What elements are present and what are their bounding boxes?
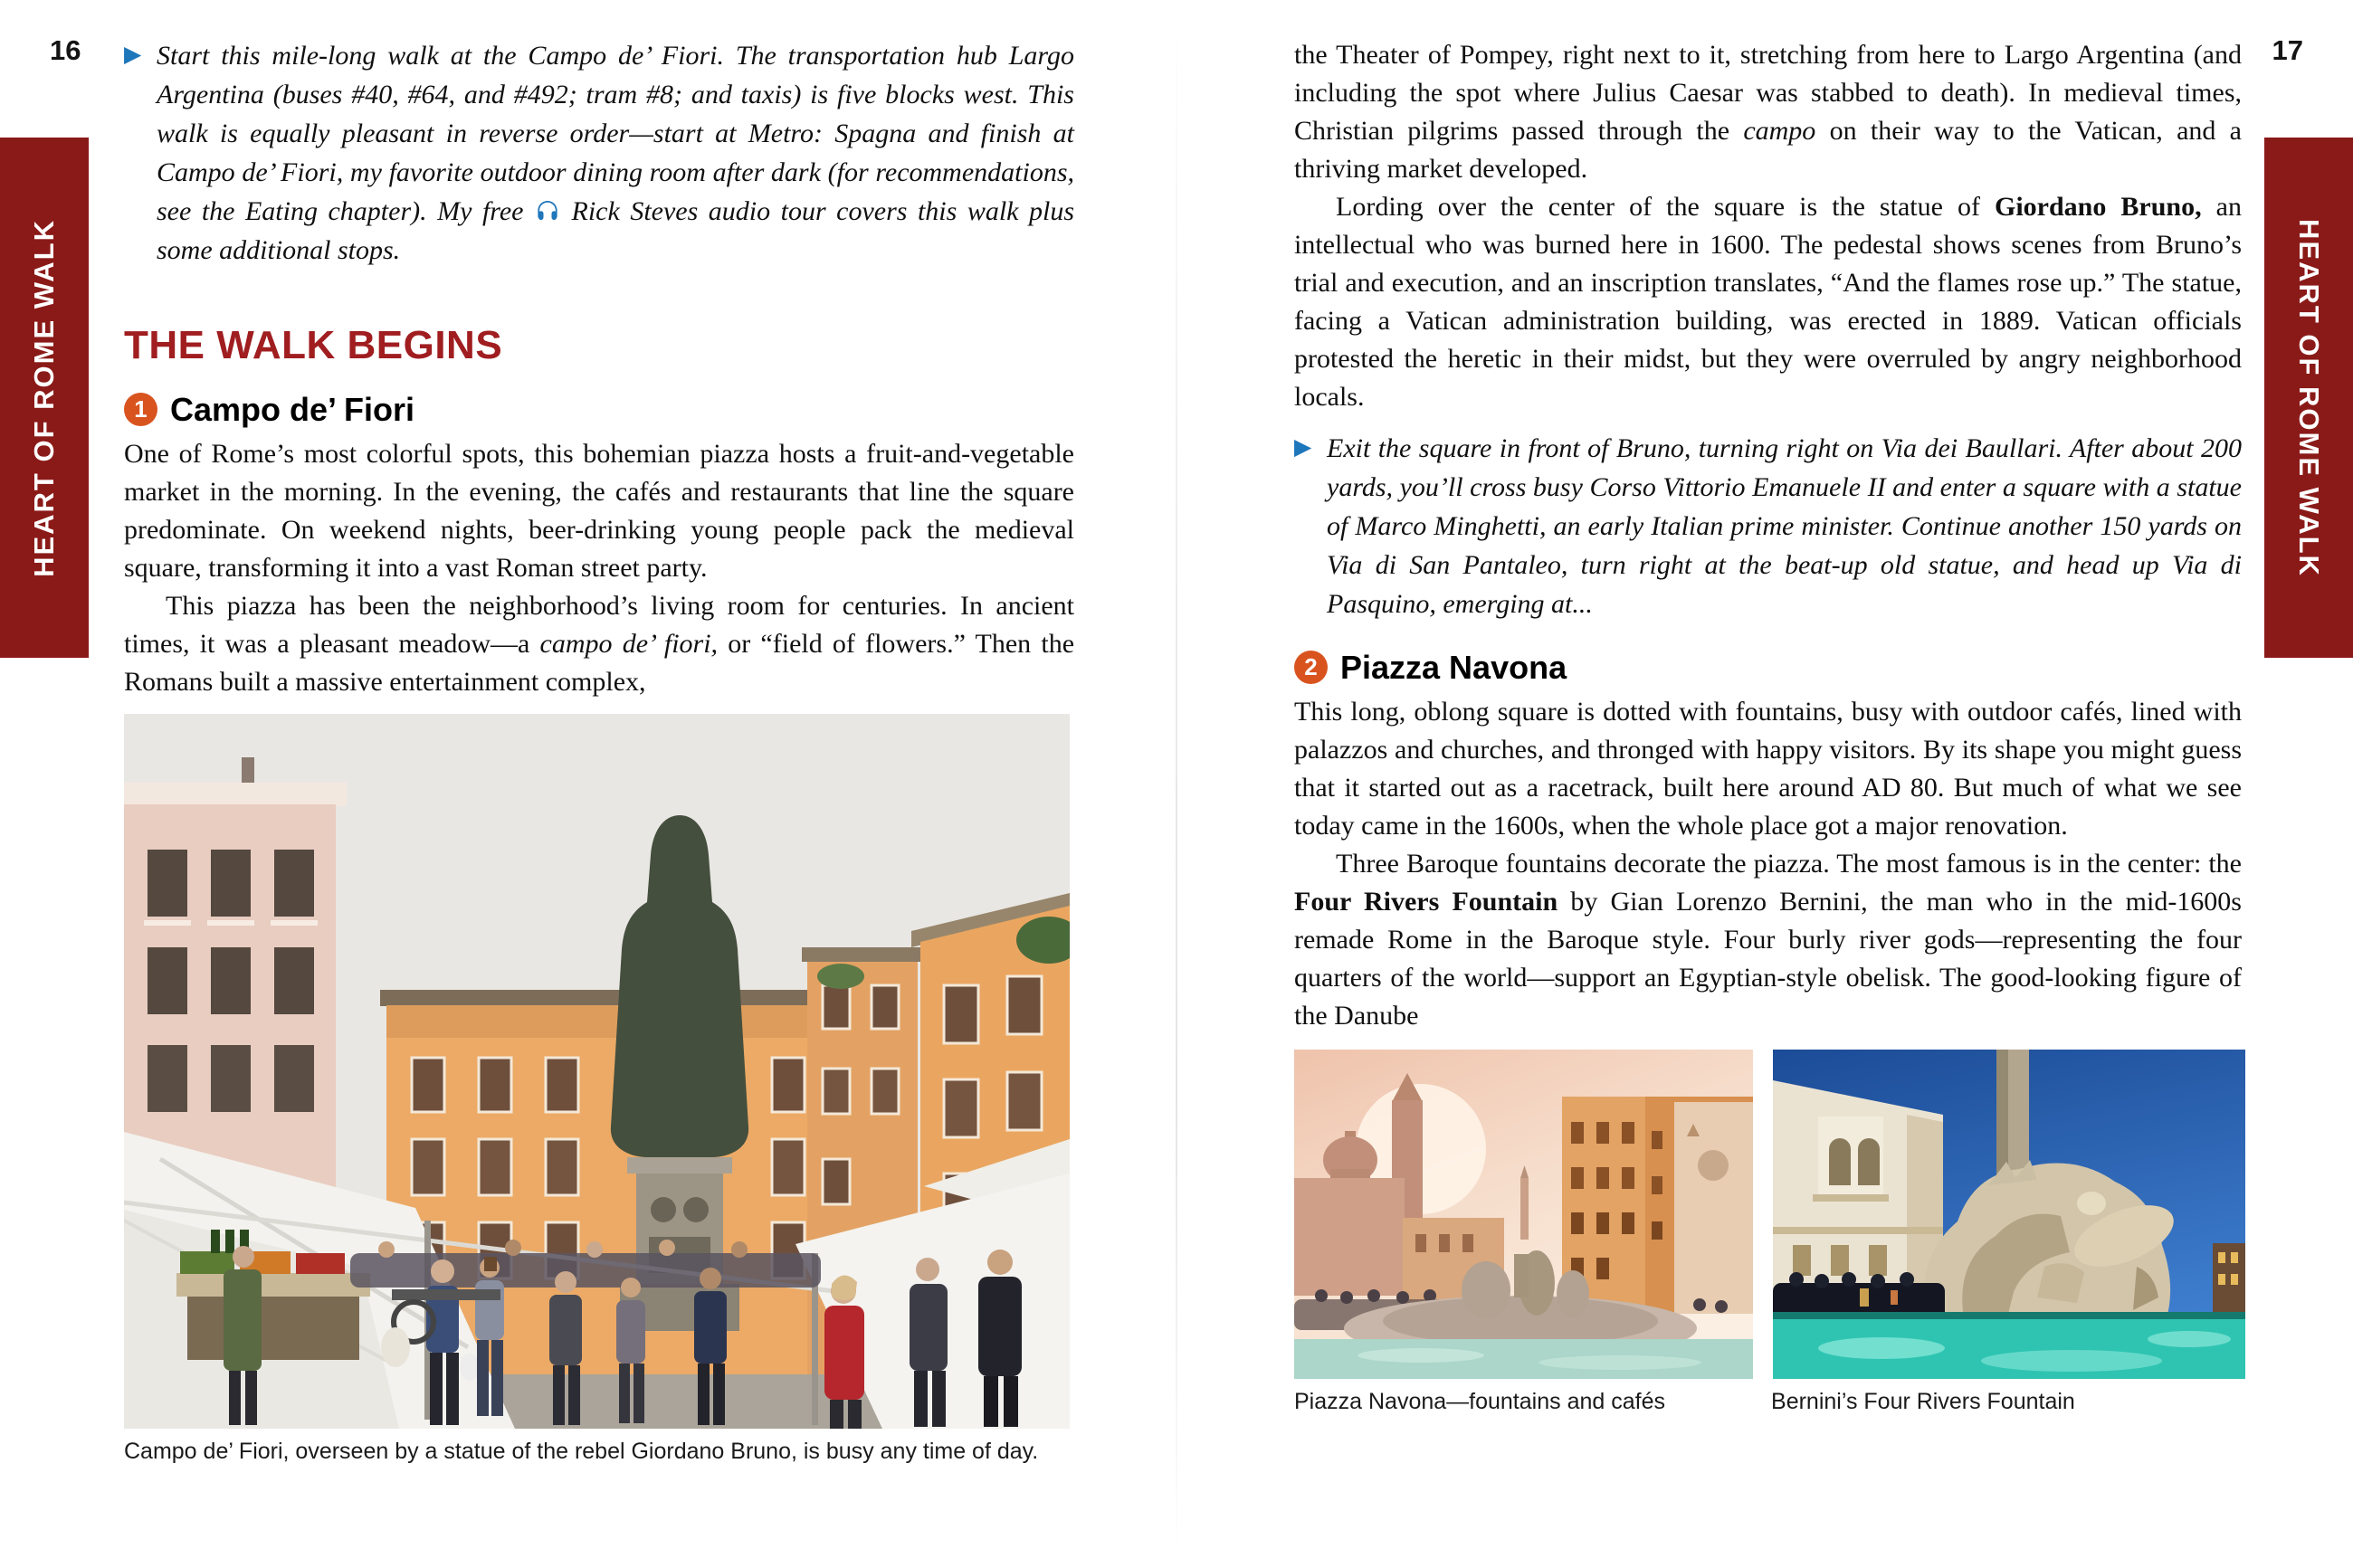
photo-navona-caption: Piazza Navona—fountains and cafés — [1294, 1389, 1665, 1414]
background-building — [2213, 1243, 2245, 1323]
headphones-icon — [534, 197, 561, 224]
photo-row — [1294, 1050, 2242, 1379]
photo-four-rivers-fountain — [1773, 1050, 2245, 1379]
caption-row — [1294, 1379, 2242, 1415]
exit-square-directions — [1294, 429, 2242, 623]
orange-palazzos — [1562, 1097, 1753, 1314]
bruno-paragraph: Lording over the center of the square is the statue of Giordano Bruno, an intellectual who was burned here in 1600. The pedestal shows scenes from Bruno’s trial and execution, and an inscription translates, “And the flames rose up.” The statue, facing a Vatican administration building, was erected in 1889. Vatican officials protested the heretic in their midst, but they were overruled by angry neighborhood locals. — [1294, 192, 2242, 412]
chapter-tab-left — [0, 138, 89, 658]
navona-paragraph-1: This long, oblong square is dotted with fountains, busy with outdoor cafés, lined with palazzos and churches, and thronged with happy visitors. By its shape you might guess that it started out as a racetrack, built here around AD 80. But much of what we see today came in the 1600s, when the whole place got a major renovation. — [1294, 697, 2242, 841]
section-heading: THE WALK BEGINS — [124, 323, 503, 367]
direction-arrow-icon: ▶ — [124, 41, 142, 67]
stop2-number-badge: 2 — [1294, 651, 1328, 684]
obelisk — [1520, 1165, 1529, 1240]
text-column-right — [1294, 36, 2242, 1415]
stop1-title: Campo de’ Fiori — [170, 390, 415, 428]
page-number-right: 17 — [2272, 34, 2303, 66]
chapter-tab-right — [2264, 138, 2353, 658]
page-gutter — [1176, 0, 1177, 1568]
text-column-left — [124, 36, 1074, 1465]
stop2-title: Piazza Navona — [1340, 648, 1567, 686]
stop2-heading — [1294, 648, 2242, 686]
photo-piazza-navona — [1294, 1050, 1753, 1379]
stop1-number-badge: 1 — [124, 393, 157, 426]
photo-campo-de-fiori — [124, 714, 1074, 1429]
navona-paragraph-2: Three Baroque fountains decorate the piazza. The most famous is in the center: the Four Rivers Fountain by Gian Lorenzo Bernini, the man who in the mid-1600s remade Rome in the Baroque style. Four burly river gods—representing the four quarters of the world—support an Egyptian-style obelisk. The good-looking figure of the Danube — [1294, 849, 2242, 1031]
stop1-heading — [124, 390, 1074, 428]
photo-fountain-caption: Bernini’s Four Rivers Fountain — [1771, 1389, 2075, 1414]
campo-paragraph-2: This piazza has been the neighborhood’s living room for centuries. In ancient times, it was a pleasant meadow—a campo de’ fiori, or “field of flowers.” Then the Romans built a massive entertainment complex, — [124, 591, 1075, 697]
photo-campo-caption: Campo de’ Fiori, overseen by a statue of the rebel Giordano Bruno, is busy any time of day. — [124, 1439, 1039, 1464]
campo-paragraph-1: One of Rome’s most colorful spots, this bohemian piazza hosts a fruit-and-vegetable market in the morning. In the evening, the cafés and restaurants that line the square predominate. On weekend nights, beer-drinking young people pack the medieval square, transforming it into a vast Roman street party. — [124, 439, 1074, 583]
exit-square-text: Exit the square in front of Bruno, turning right on Via dei Baullari. After about 200 yards, you’ll cross busy Corso Vittorio Emanuele II and enter a square with a statue of Marco Minghetti, an early Italian prime minister. Continue another 150 yards on Via di San Pantaleo, turn right at the beat-up old statue, and head up Via di Pasquino, emerging at... — [1327, 433, 2242, 619]
walk-intro-directions — [124, 36, 1074, 270]
direction-arrow-icon: ▶ — [1294, 433, 1312, 460]
page-number-left: 16 — [50, 34, 81, 66]
chapter-tab-right-label: HEART OF ROME WALK — [2293, 218, 2325, 577]
chapter-tab-left-label: HEART OF ROME WALK — [28, 218, 60, 577]
pompey-paragraph: the Theater of Pompey, right next to it, stretching from here to Largo Argentina (and including the spot where Julius Caesar was stabbed to death). In medieval times, Christian pilgrims passed through the campo on their way to the Vatican, and a thriving market developed. — [1294, 40, 2242, 184]
walk-intro-text: Start this mile-long walk at the Campo de’ Fiori. The transportation hub Largo Argentina (buses #40, #64, and #492; tram #8; and taxis) is five blocks west. This walk is equally pleasant in reverse order—start at Metro: Spagna and finish at Campo de’ Fiori, my favorite outdoor dining room after dark (for recommendations, see the Eating chapter). My free Rick Steves audio tour covers this walk plus some additional stops. — [157, 41, 1075, 265]
